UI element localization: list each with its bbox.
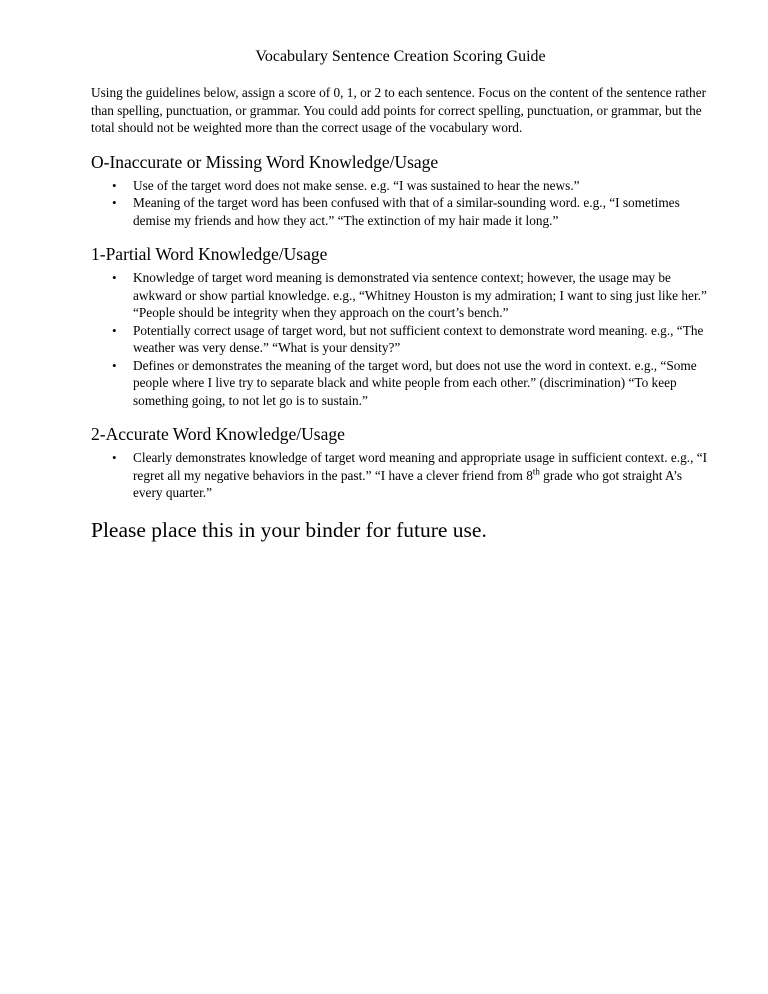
section-heading-score-2: 2-Accurate Word Knowledge/Usage [91, 424, 345, 444]
list-item-text: Defines or demonstrates the meaning of the target word, but does not use the word in context. e.g., “Some people where I live try to separate black and white people from each other.” (discrimination) “To keep something going, to not let go is to sustain.” [133, 357, 697, 408]
bullet-list-score-2 [91, 449, 710, 502]
list-item [112, 269, 710, 322]
list-item-text: Use of the target word does not make sense. e.g. “I was sustained to hear the news.” [133, 177, 580, 193]
section-score-0 [91, 151, 710, 230]
bullet-icon: • [112, 322, 117, 338]
bullet-icon: • [112, 195, 117, 210]
bullet-icon: • [112, 450, 117, 465]
bullet-icon: • [112, 270, 117, 285]
list-item-text: Knowledge of target word meaning is demonstrated via sentence context; however, the usage may be awkward or show partial knowledge. e.g., “Whitney Houston is my admiration; I want to sing just like her.” “People should be integrity when they approach on the court’s bench.” [133, 270, 707, 320]
closing-note: Please place this in your binder for future use. [91, 517, 487, 542]
intro-paragraph: Using the guidelines below, assign a score of 0, 1, or 2 to each sentence. Focus on the content of the sentence rather than spelling, punctuation, or grammar. You could add points for correct spelling, punctuation, or grammar, but the total should not be weighted more than the correct usage of the vocabulary word. [91, 85, 707, 135]
bullet-list-score-1 [91, 269, 710, 409]
list-item [112, 449, 710, 502]
list-item-text [133, 450, 707, 500]
bullet-list-score-0 [91, 177, 710, 230]
list-item [112, 322, 710, 357]
list-item [112, 357, 710, 410]
section-heading-score-0: O-Inaccurate or Missing Word Knowledge/Usage [91, 151, 439, 172]
list-item-text: Meaning of the target word has been confused with that of a similar-sounding word. e.g., “I sometimes demise my friends and how they act.” “The extinction of my hair made it long.” [133, 195, 680, 228]
document-title: Vocabulary Sentence Creation Scoring Guide [255, 48, 546, 65]
section-heading-score-1: 1-Partial Word Knowledge/Usage [91, 244, 328, 264]
bullet-icon: • [112, 177, 117, 193]
ordinal-superscript: th [532, 466, 540, 477]
list-item [112, 194, 710, 229]
list-item-text: Potentially correct usage of target word, but not sufficient context to demonstrate word meaning. e.g., “The weather was very dense.” “What is your density?” [133, 322, 704, 355]
list-item [112, 177, 710, 195]
bullet-icon: • [112, 357, 117, 373]
section-score-2 [91, 423, 710, 502]
section-score-1 [91, 243, 710, 409]
list-item-text-before: Clearly demonstrates knowledge of target word meaning and appropriate usage in sufficient context. e.g., “I regret all my negative behaviors in the past.” “I have a clever friend from 8 [133, 450, 708, 483]
list-item-text-after: grade who got straight A’s every quarter.” [133, 467, 683, 500]
